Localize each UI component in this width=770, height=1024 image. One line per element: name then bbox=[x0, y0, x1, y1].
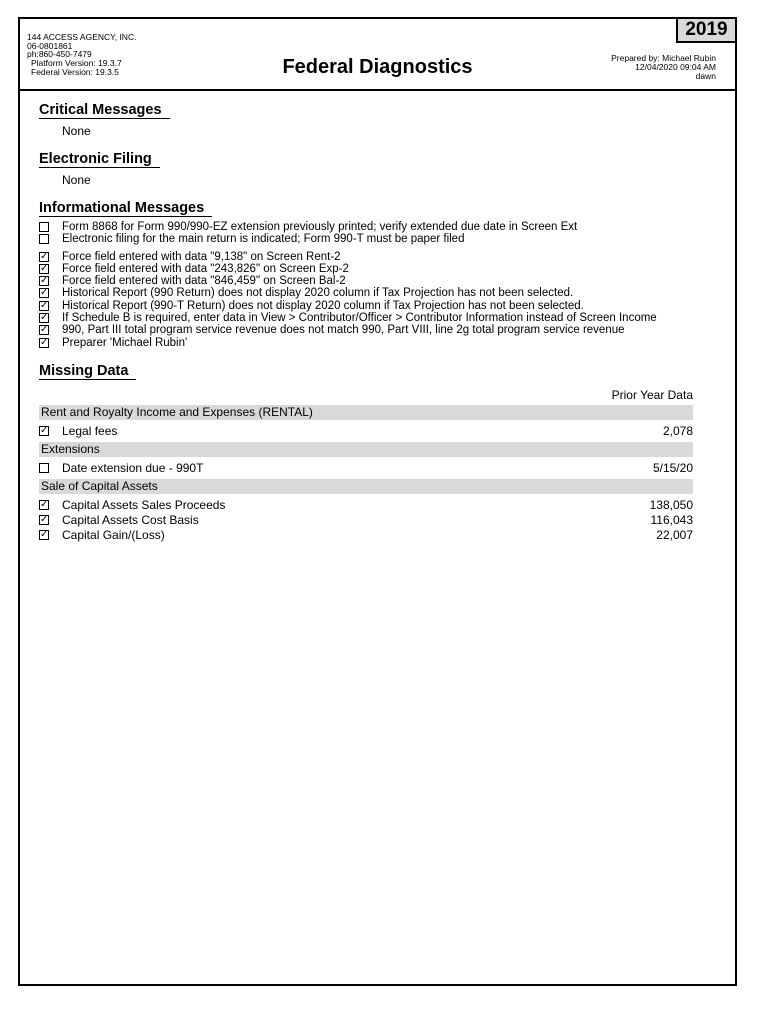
missing-data-row bbox=[20, 498, 735, 513]
missing-data-row bbox=[20, 461, 735, 476]
missing-data-value: 138,050 bbox=[649, 497, 693, 512]
info-message bbox=[20, 287, 735, 299]
checked-checkbox[interactable]: ✓ bbox=[40, 336, 49, 348]
info-message-text: Form 8868 for Form 990/990-EZ extension previously printed; verify extended due date in Screen Ext bbox=[62, 221, 578, 233]
federal-version: Federal Version: 19.3.5 bbox=[31, 66, 119, 77]
info-message bbox=[20, 312, 735, 324]
firm-name: 144 ACCESS AGENCY, INC. bbox=[27, 32, 137, 42]
critical-messages-value: None bbox=[62, 124, 91, 138]
missing-data-value: 5/15/20 bbox=[652, 460, 693, 475]
prepared-info bbox=[611, 54, 716, 82]
diagnostics-page bbox=[18, 17, 737, 986]
info-message-text: Force field entered with data "846,459" on Screen Bal-2 bbox=[62, 275, 346, 288]
tax-year-badge: 2019 bbox=[676, 17, 737, 43]
prepared-datetime: 12/04/2020 09:04 AM bbox=[635, 62, 716, 73]
checked-checkbox[interactable]: ✓ bbox=[40, 275, 49, 287]
info-message-text: 990, Part III total program service revenue does not match 990, Part VIII, line 2g total program service revenue bbox=[62, 324, 625, 337]
prepared-user: dawn bbox=[695, 71, 716, 82]
info-message bbox=[20, 233, 735, 245]
missing-data-value: 116,043 bbox=[650, 512, 693, 527]
info-messages-group-1 bbox=[20, 221, 735, 246]
checked-checkbox[interactable]: ✓ bbox=[40, 424, 49, 436]
prior-year-column-header: Prior Year Data bbox=[611, 387, 693, 402]
prepared-by: Prepared by: Michael Rubin bbox=[611, 53, 716, 63]
page-content bbox=[20, 101, 735, 543]
missing-data-label: Legal fees bbox=[62, 423, 118, 438]
info-message-text: Historical Report (990 Return) does not display 2020 column if Tax Projection has not been selected. bbox=[62, 287, 574, 300]
checked-checkbox[interactable]: ✓ bbox=[40, 324, 49, 336]
missing-data-label: Capital Assets Cost Basis bbox=[62, 512, 199, 527]
missing-data-heading: Missing Data bbox=[39, 363, 136, 380]
info-message bbox=[20, 251, 735, 263]
unchecked-checkbox[interactable] bbox=[39, 222, 49, 232]
page-title: Federal Diagnostics bbox=[282, 56, 473, 78]
info-message bbox=[20, 300, 735, 312]
missing-data-value: 2,078 bbox=[662, 423, 693, 438]
checked-checkbox[interactable]: ✓ bbox=[40, 250, 49, 262]
unchecked-checkbox[interactable] bbox=[39, 463, 49, 473]
info-message-text: Historical Report (990-T Return) does not display 2020 column if Tax Projection has not been selected. bbox=[62, 299, 584, 312]
electronic-filing-value: None bbox=[62, 173, 91, 187]
critical-messages-heading: Critical Messages bbox=[39, 102, 170, 119]
firm-ein: 06-0801861 bbox=[27, 40, 73, 51]
unchecked-checkbox[interactable] bbox=[39, 234, 49, 244]
missing-data-row bbox=[20, 528, 735, 543]
missing-data-value: 22,007 bbox=[656, 527, 693, 542]
missing-data-row bbox=[20, 513, 735, 528]
info-message bbox=[20, 324, 735, 336]
page-header bbox=[20, 19, 735, 91]
checked-checkbox[interactable]: ✓ bbox=[40, 299, 49, 311]
info-message-text: If Schedule B is required, enter data in View > Contributor/Officer > Contributor Information instead of Screen Income bbox=[62, 312, 657, 325]
info-messages-group-2 bbox=[20, 251, 735, 349]
info-message-text: Preparer 'Michael Rubin' bbox=[62, 336, 188, 349]
missing-data-section-header: Extensions bbox=[39, 442, 693, 457]
firm-phone: ph:860-450-7479 bbox=[27, 49, 92, 60]
platform-version: Platform Version: 19.3.7 bbox=[31, 58, 122, 69]
missing-data-section-header: Rent and Royalty Income and Expenses (RENTAL) bbox=[39, 405, 693, 420]
checked-checkbox[interactable]: ✓ bbox=[40, 262, 49, 274]
checked-checkbox[interactable]: ✓ bbox=[40, 513, 49, 525]
info-message-text: Electronic filing for the main return is indicated; Form 990-T must be paper filed bbox=[62, 233, 465, 246]
missing-data-section-header: Sale of Capital Assets bbox=[39, 479, 693, 494]
missing-data-row bbox=[20, 424, 735, 439]
info-message-text: Force field entered with data "9,138" on Screen Rent-2 bbox=[62, 250, 341, 263]
info-message-text: Force field entered with data "243,826" on Screen Exp-2 bbox=[62, 262, 349, 275]
checked-checkbox[interactable]: ✓ bbox=[40, 498, 49, 510]
info-message bbox=[20, 263, 735, 275]
missing-data-label: Capital Gain/(Loss) bbox=[62, 527, 165, 542]
missing-data-label: Date extension due - 990T bbox=[62, 460, 204, 475]
info-message bbox=[20, 221, 735, 233]
checked-checkbox[interactable]: ✓ bbox=[40, 528, 49, 540]
checked-checkbox[interactable]: ✓ bbox=[40, 312, 49, 324]
electronic-filing-heading: Electronic Filing bbox=[39, 151, 160, 168]
missing-data-table bbox=[20, 405, 735, 543]
info-message bbox=[20, 337, 735, 349]
informational-messages-heading: Informational Messages bbox=[39, 200, 212, 217]
info-message bbox=[20, 275, 735, 287]
missing-data-label: Capital Assets Sales Proceeds bbox=[62, 497, 226, 512]
checked-checkbox[interactable]: ✓ bbox=[40, 287, 49, 299]
